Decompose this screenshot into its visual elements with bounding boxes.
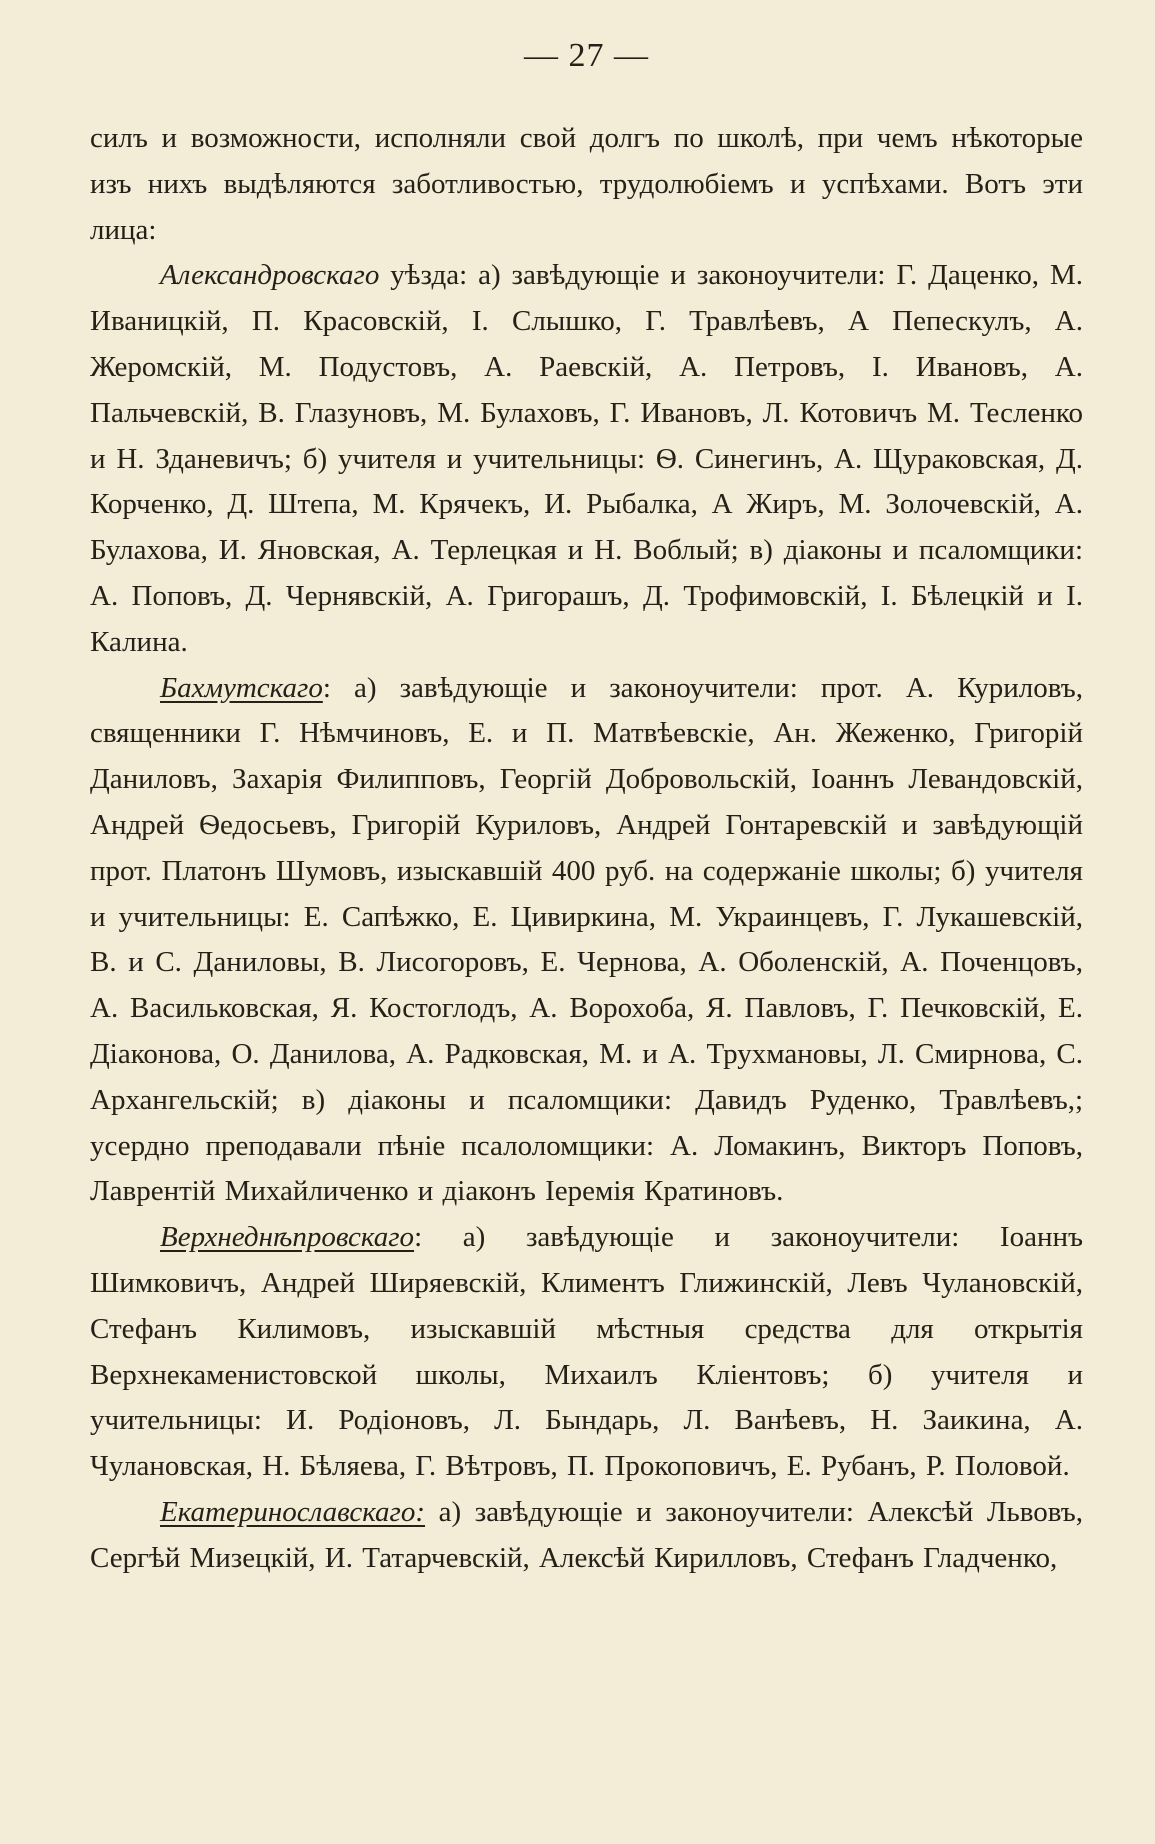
paragraph-bakhmut-text: : а) завѣдующіе и законоучители: прот. А. Куриловъ, священники Г. Нѣмчиновъ, Е. и П. Матвѣевскіе, Ан. Жеженко, Григорій Даниловъ, Захарія Филипповъ, Георгій Добровольскій, Іоаннъ Левандовскій, Андрей Ѳедосьевъ, Григорій Куриловъ, Андрей Гонтаревскій и завѣдующій прот. Платонъ Шумовъ, изыскавшій 400 руб. на содержаніе школы; б) учителя и учительницы: Е. Сапѣжко, Е. Цивиркина, М. Украинцевъ, Г. Лукашевскій, В. и С. Даниловы, В. Лисогоровъ, Е. Чернова, А. Оболенскій, А. Поченцовъ, А. Васильковская, Я. Костоглодъ, А. Ворохоба, Я. Павловъ, Г. Печковскій, Е. Діаконова, О. Данилова, А. Радковская, М. и А. Трухмановы, Л. Смирнова, С. Архангельскій; в) діаконы и псаломщики: Давидъ Руденко, Травлѣевъ,; усердно преподавали пѣніе псалоломщики: А. Ломакинъ, Викторъ Поповъ, Лаврентій Михайличенко и діаконъ Іеремія Кратиновъ. bbox=[90, 671, 1083, 1208]
page-number: — 27 — bbox=[524, 37, 649, 74]
paragraph-intro-text: силъ и возможности, исполняли свой долгъ по школѣ, при чемъ нѣкоторые изъ нихъ выдѣляются заботливостью, трудолюбіемъ и успѣхами. Вотъ эти лица: bbox=[90, 122, 1083, 246]
paragraph-aleksandrovsk-text: уѣзда: а) завѣдующіе и законоучители: Г. Даценко, М. Иваницкій, П. Красовскій, І. Слышко, Г. Травлѣевъ, А Пепескулъ, А. Жеромскій, М. Подустовъ, А. Раевскій, А. Петровъ, І. Ивановъ, А. Пальчевскій, В. Глазуновъ, М. Булаховъ, Г. Ивановъ, Л. Котовичъ М. Тесленко и Н. Зданевичъ; б) учителя и учительницы: Ѳ. Синегинъ, А. Щураковская, Д. Корченко, Д. Штепа, М. Крячекъ, И. Рыбалка, А Жиръ, М. Золочевскій, А. Булахова, И. Яновская, А. Терлецкая и Н. Воблый; в) діаконы и псаломщики: А. Поповъ, Д. Чернявскій, А. Григорашъ, Д. Трофимовскій, І. Бѣлецкій и І. Калина. bbox=[90, 259, 1083, 658]
district-name-verkhnedneprovsk: Верхнеднѣпровскаго bbox=[160, 1221, 415, 1254]
district-name-ekaterinoslav: Екатеринославскаго: bbox=[160, 1495, 426, 1528]
paragraph-ekaterinoslav bbox=[90, 1490, 1083, 1582]
district-name-aleksandrovsk: Александровскаго bbox=[160, 259, 380, 292]
paragraph-verkhnedneprovsk-text: : а) завѣдующіе и законоучители: Іоаннъ Шимковичъ, Андрей Ширяевскій, Климентъ Глижинскій, Левъ Чулановскій, Стефанъ Килимовъ, изыскавшій мѣстныя средства для открытія Верхнекаменистовской школы, Михаилъ Кліентовъ; б) учителя и учительницы: И. Родіоновъ, Л. Бындарь, Л. Ванѣевъ, Н. Заикина, А. Чулановская, Н. Бѣляева, Г. Вѣтровъ, П. Прокоповичъ, Е. Рубанъ, Р. Половой. bbox=[90, 1221, 1083, 1483]
paragraph-bakhmut bbox=[90, 666, 1083, 1216]
paragraph-ekaterinoslav-text: а) завѣдующіе и законоучители: Алексѣй Львовъ, Сергѣй Мизецкій, И. Татарчевскій, Алексѣй Кирилловъ, Стефанъ Гладченко, bbox=[90, 1495, 1083, 1574]
paragraph-aleksandrovsk bbox=[90, 253, 1083, 665]
paragraph-intro bbox=[90, 116, 1083, 253]
paragraph-verkhnedneprovsk bbox=[90, 1215, 1083, 1490]
district-name-bakhmut: Бахмутскаго bbox=[160, 671, 323, 704]
